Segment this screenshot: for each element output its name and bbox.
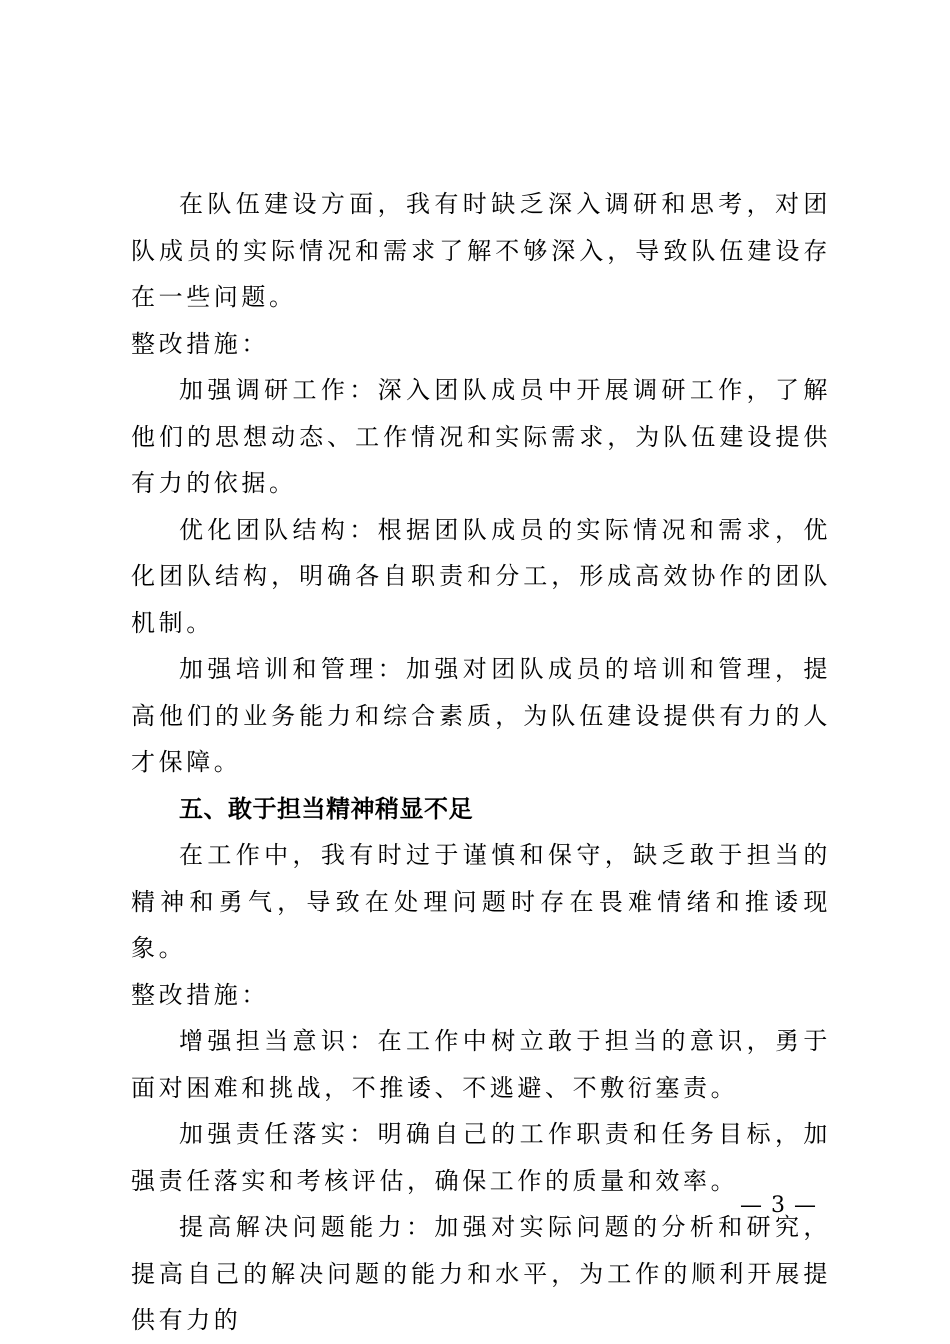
document-body [131, 181, 831, 1344]
paragraph-training-measure: 加强培训和管理：加强对团队成员的培训和管理，提高他们的业务能力和综合素质，为队伍建设提供有力的人才保障。 [131, 655, 831, 776]
rectification-label: 整改措施： [131, 329, 269, 358]
paragraph-responsibility-issue: 在工作中，我有时过于谨慎和保守，缺乏敢于担当的精神和勇气，导致在处理问题时存在畏难情绪和推诿现象。 [131, 841, 831, 962]
paragraph-problem-solving-measure: 提高解决问题能力：加强对实际问题的分析和研究，提高自己的解决问题的能力和水平，为工作的顺利开展提供有力的 [131, 1213, 831, 1334]
paragraph-awareness-measure: 增强担当意识：在工作中树立敢于担当的意识，勇于面对困难和挑战，不推诿、不逃避、不敷衍塞责。 [131, 1027, 831, 1102]
paragraph-research-measure: 加强调研工作：深入团队成员中开展调研工作，了解他们的思想动态、工作情况和实际需求，为队伍建设提供有力的依据。 [131, 376, 831, 497]
section-heading-five: 五、敢于担当精神稍显不足 [179, 794, 473, 823]
paragraph-team-building-issue: 在队伍建设方面，我有时缺乏深入调研和思考，对团队成员的实际情况和需求了解不够深入，导致队伍建设存在一些问题。 [131, 190, 831, 311]
page-number: — 3 — [740, 1193, 817, 1218]
rectification-label: 整改措施： [131, 980, 269, 1009]
paragraph-structure-measure: 优化团队结构：根据团队成员的实际情况和需求，优化团队结构，明确各自职责和分工，形成高效协作的团队机制。 [131, 515, 831, 637]
paragraph-accountability-measure: 加强责任落实：明确自己的工作职责和任务目标，加强责任落实和考核评估，确保工作的质量和效率。 [131, 1120, 831, 1195]
